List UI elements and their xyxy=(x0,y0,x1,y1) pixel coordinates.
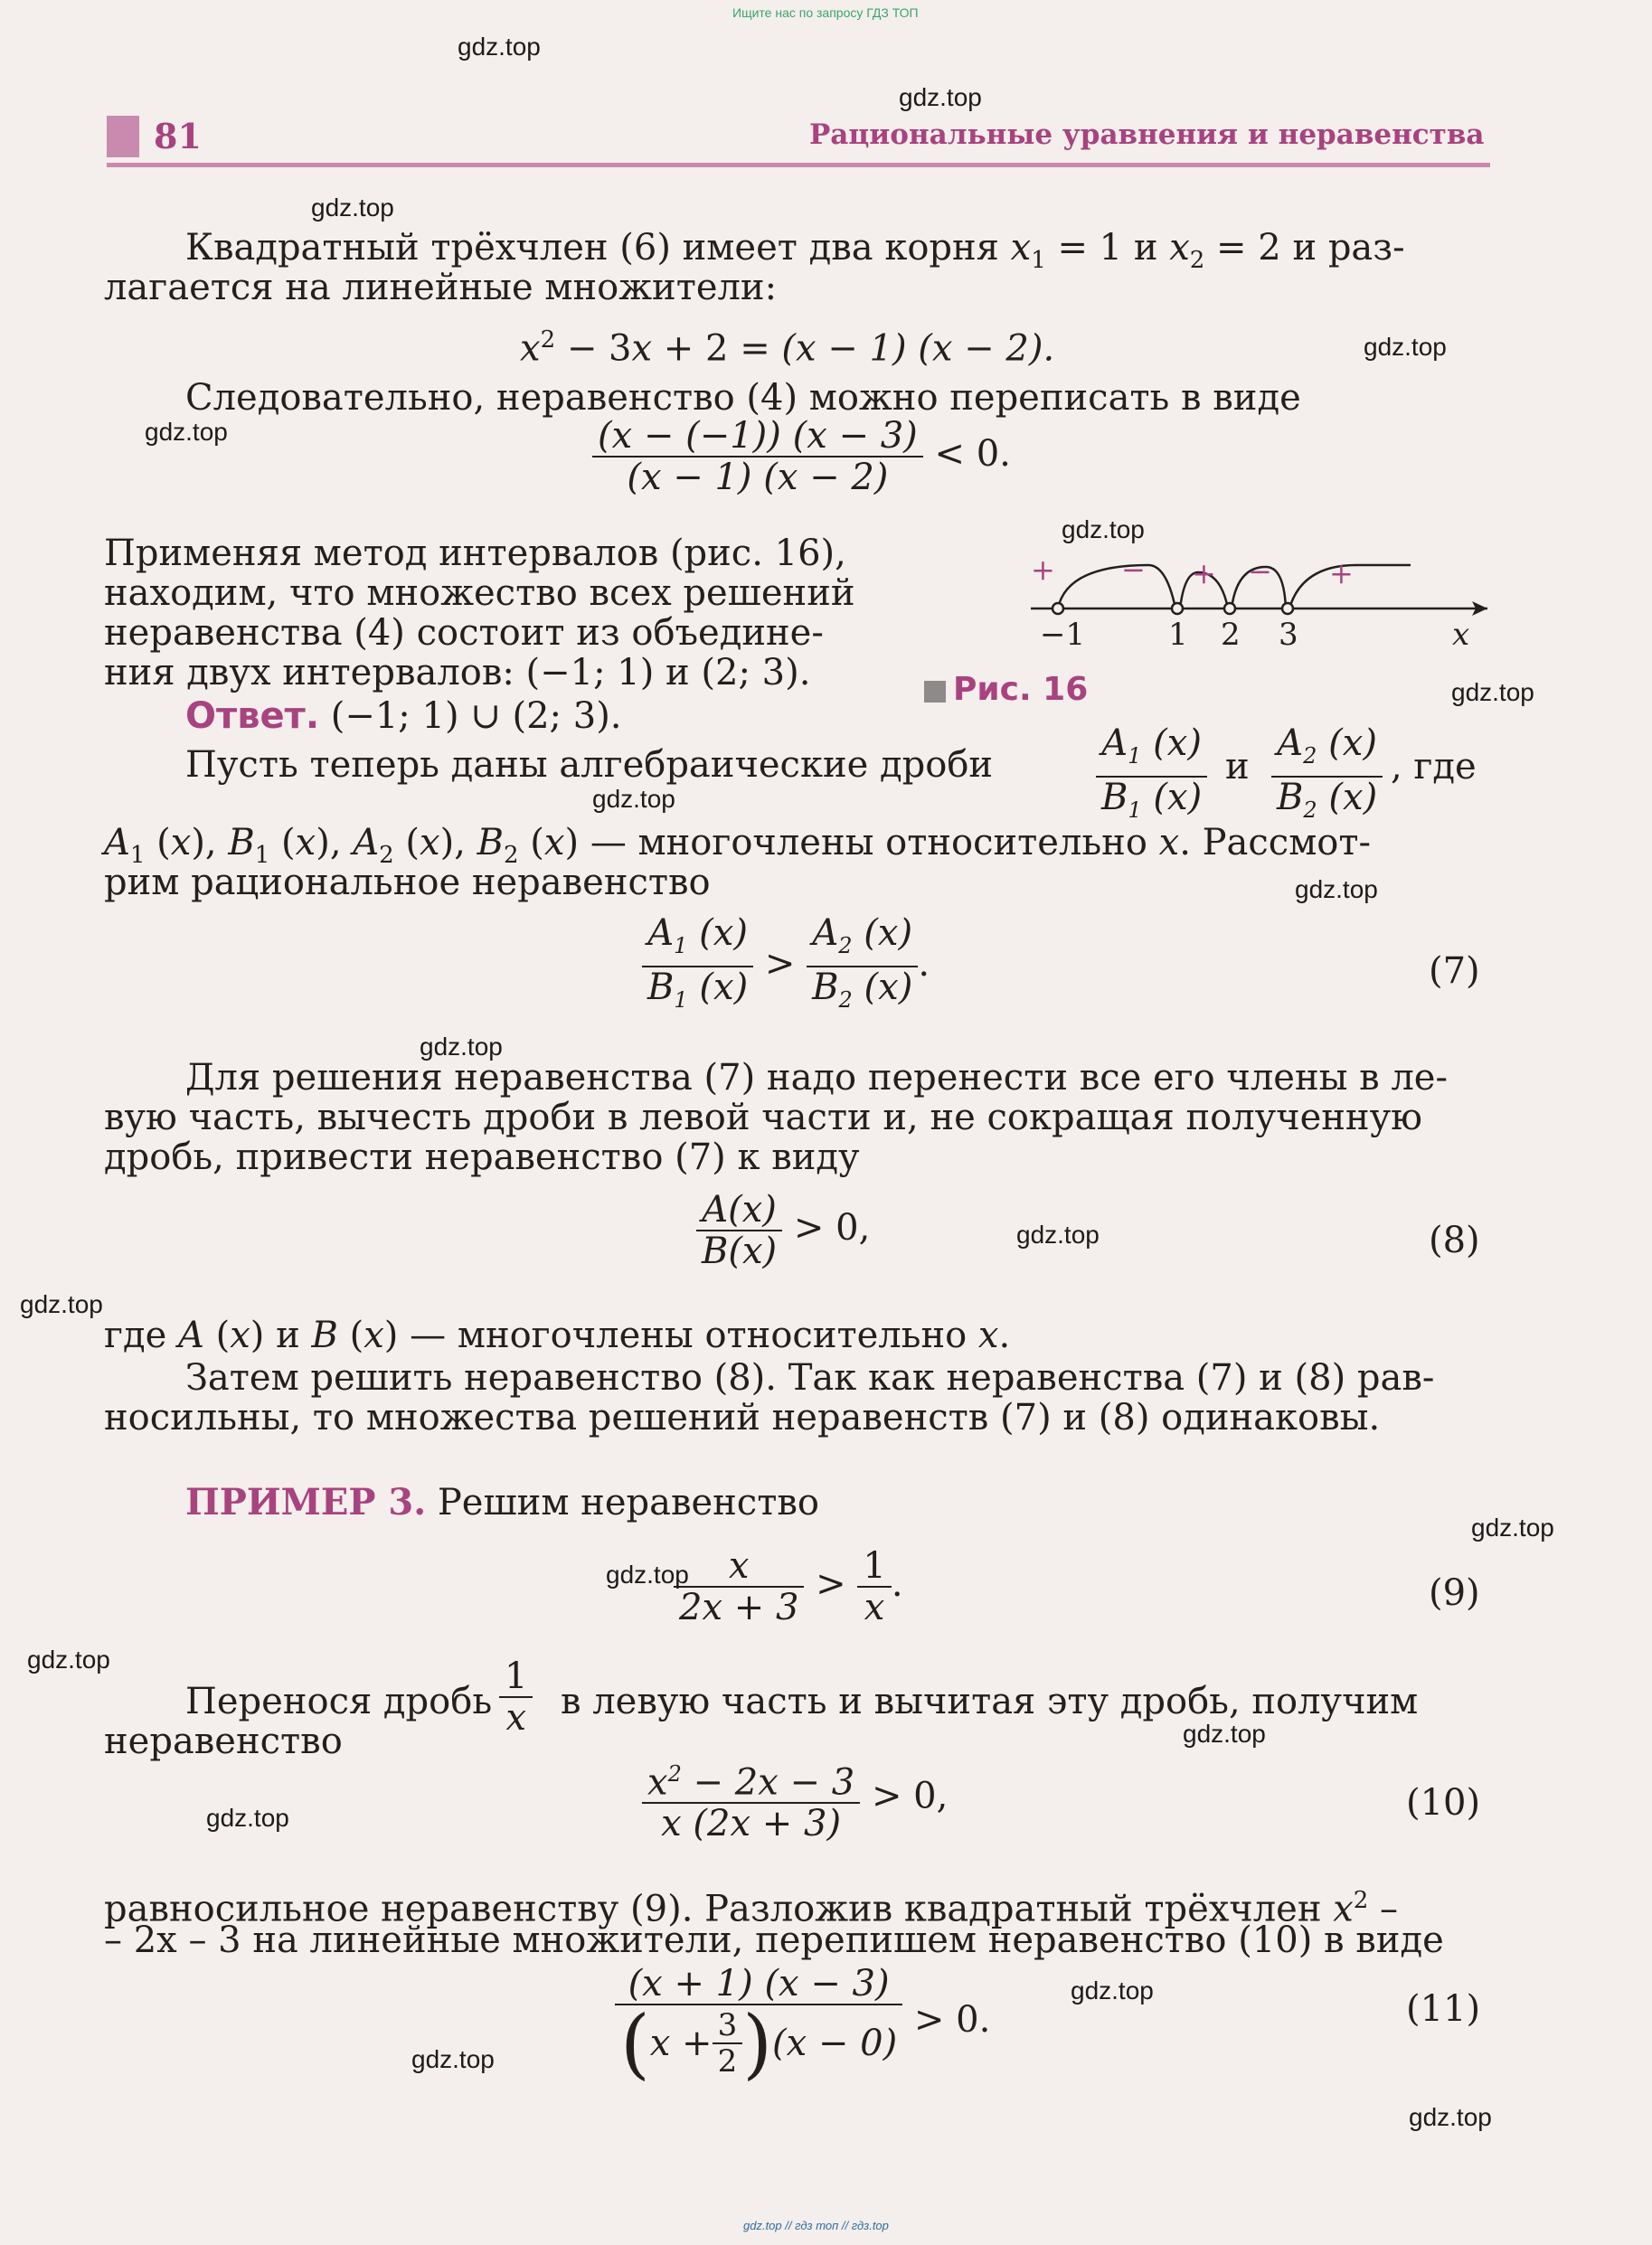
watermark: gdz.top xyxy=(458,33,541,61)
fraction-a2-b2: $\frac{A_2 (x)}{B_2 (x)}$ xyxy=(1271,723,1383,830)
page-number: 81 xyxy=(154,116,202,156)
factorization-equation: $x^2 - 3x + 2 = (x - 1) (x - 2)$. xyxy=(520,326,1055,370)
bottom-banner: gdz.top // гдз топ // гдз.top xyxy=(743,2219,889,2232)
equation-number-8: (8) xyxy=(1429,1220,1480,1261)
watermark: gdz.top xyxy=(1183,1720,1266,1748)
watermark: gdz.top xyxy=(1451,678,1534,706)
tick-label-1: 1 xyxy=(1168,617,1188,653)
watermark: gdz.top xyxy=(145,418,228,446)
paragraph-8-line-1b: в левую часть и вычитая эту дробь, получим xyxy=(561,1681,1419,1722)
answer-label: Ответ. xyxy=(185,695,320,737)
watermark: gdz.top xyxy=(27,1646,110,1674)
tick-label-minus-1: −1 xyxy=(1040,617,1086,653)
paragraph-4-where: , где xyxy=(1391,746,1477,788)
watermark: gdz.top xyxy=(1409,2103,1492,2131)
top-banner: Ищите нас по запросу ГДЗ ТОП xyxy=(732,5,919,20)
paragraph-7-line-1: Затем решить неравенство (8). Так как неравенства (7) и (8) рав- xyxy=(185,1357,1435,1399)
watermark: gdz.top xyxy=(899,83,982,111)
inequality-10: $\frac{x^2 - 2x - 3}{x (2x + 3)}$ > 0, xyxy=(642,1754,948,1844)
paragraph-1-line-2: лагается на линейные множители: xyxy=(104,267,778,308)
paragraph-3-line-4: ния двух интервалов: (−1; 1) и (2; 3). xyxy=(104,652,811,693)
watermark: gdz.top xyxy=(206,1804,289,1832)
paragraph-2: Следовательно, неравенство (4) можно переписать в виде xyxy=(185,377,1301,419)
figure-16-caption: Рис. 16 xyxy=(924,671,1088,708)
sign-2: − xyxy=(1121,552,1146,587)
paragraph-9-line-2: – 2x – 3 на линейные множители, перепишем неравенство (10) в виде xyxy=(104,1920,1444,1961)
sign-5: + xyxy=(1329,556,1354,590)
paragraph-8-line-2: неравенство xyxy=(104,1721,343,1762)
sign-1: + xyxy=(1031,552,1055,587)
watermark: gdz.top xyxy=(606,1561,689,1589)
watermark: gdz.top xyxy=(1364,333,1447,361)
watermark: gdz.top xyxy=(1471,1514,1554,1542)
paragraph-3-line-2: находим, что множество всех решений xyxy=(104,572,855,614)
watermark: gdz.top xyxy=(592,785,675,813)
page-number-marker xyxy=(107,116,139,157)
paragraph-9-line-1: равносильное неравенству (9). Разложив квадратный трёхчлен $x^2$ – xyxy=(104,1887,1399,1930)
inequality-8: $\frac{A(x)}{B(x)}$ > 0, xyxy=(696,1190,870,1271)
paragraph-5-line-1: Для решения неравенства (7) надо перенести все его члены в ле- xyxy=(185,1057,1448,1099)
watermark: gdz.top xyxy=(20,1290,103,1318)
tick-label-2: 2 xyxy=(1221,617,1241,653)
equation-number-9: (9) xyxy=(1429,1572,1480,1614)
point-minus-1 xyxy=(1053,603,1063,614)
watermark: gdz.top xyxy=(1295,875,1378,903)
paragraph-3-line-3: неравенства (4) состоит из объедине- xyxy=(104,612,824,654)
tick-label-3: 3 xyxy=(1279,617,1298,653)
watermark: gdz.top xyxy=(311,193,394,222)
watermark: gdz.top xyxy=(1062,515,1145,543)
figure-16-number-line xyxy=(1031,547,1501,656)
paragraph-4-line-1: Пусть теперь даны алгебраические дроби xyxy=(185,744,994,786)
equation-number-10: (10) xyxy=(1406,1782,1481,1824)
paragraph-5-line-2: вую часть, вычесть дроби в левой части и, не сокращая полученную xyxy=(104,1097,1422,1138)
fraction-1-over-x: $\frac{1}{x}$ xyxy=(499,1656,533,1738)
paragraph-7-line-2: носильны, то множества решений неравенств (7) и (8) одинаковы. xyxy=(104,1397,1381,1438)
axis-label-x: x xyxy=(1452,617,1470,653)
inequality-4-rewritten: $\frac{(x - (-1)) (x - 3)}{(x - 1) (x - 2)}$ < 0. xyxy=(592,416,1011,497)
inequality-9: $\frac{x}{2x + 3}$ > $\frac{1}{x}$ . xyxy=(674,1546,903,1627)
sign-3: + xyxy=(1192,556,1216,590)
fraction-4: $\frac{(x - (-1)) (x - 3)}{(x - 1) (x - 2)}$ xyxy=(592,416,923,497)
inequality-7: $\frac{A_1 (x)}{B_1 (x)}$ > $\frac{A_2 (x)}{B_2 (x)}$ . xyxy=(642,913,930,1020)
sign-4: − xyxy=(1248,554,1272,589)
watermark: gdz.top xyxy=(1071,1976,1154,2004)
equation-number-11: (11) xyxy=(1406,1988,1481,2030)
answer-value: (−1; 1) ∪ (2; 3). xyxy=(330,695,622,737)
point-1 xyxy=(1172,603,1183,614)
watermark: gdz.top xyxy=(411,2045,495,2073)
fraction-a1-b1: $\frac{A_1 (x)}{B_1 (x)}$ xyxy=(1096,723,1207,830)
paragraph-6: где A (x) и B (x) — многочлены относительно x. xyxy=(104,1315,1011,1356)
example-3-heading: ПРИМЕР 3. Решим неравенство xyxy=(185,1481,819,1523)
running-header-title: Рациональные уравнения и неравенства xyxy=(809,118,1485,151)
watermark: gdz.top xyxy=(420,1033,503,1061)
answer-line xyxy=(185,696,622,736)
inequality-11: (x + 1) (x − 3) ( x + $\frac{3}{2}$ ) (x − 0) > 0. xyxy=(615,1964,990,2081)
point-3 xyxy=(1282,603,1293,614)
paragraph-4-and: и xyxy=(1225,746,1250,788)
watermark: gdz.top xyxy=(1016,1221,1100,1249)
point-2 xyxy=(1224,603,1235,614)
paragraph-1-line-1: Квадратный трёхчлен (6) имеет два корня $x_1 = 1$ и $x_2 = 2$ и раз- xyxy=(185,227,1405,274)
equation-number-7: (7) xyxy=(1429,950,1480,992)
example-3-label: ПРИМЕР 3. xyxy=(185,1481,427,1523)
paragraph-3-line-1: Применяя метод интервалов (рис. 16), xyxy=(104,533,846,574)
paragraph-8-line-1a: Перенося дробь xyxy=(185,1681,493,1722)
paragraph-4-line-3: рим рациональное неравенство xyxy=(104,862,711,903)
paragraph-5-line-3: дробь, привести неравенство (7) к виду xyxy=(104,1137,860,1178)
header-rule xyxy=(107,163,1490,167)
interval-arc-1 xyxy=(1058,565,1175,608)
caption-marker xyxy=(924,681,946,703)
paragraph-4-line-2: $A_1$ (x), $B_1$ (x), $A_2$ (x), $B_2$ (x) — многочлены относительно x. Рассмот- xyxy=(104,822,1372,869)
